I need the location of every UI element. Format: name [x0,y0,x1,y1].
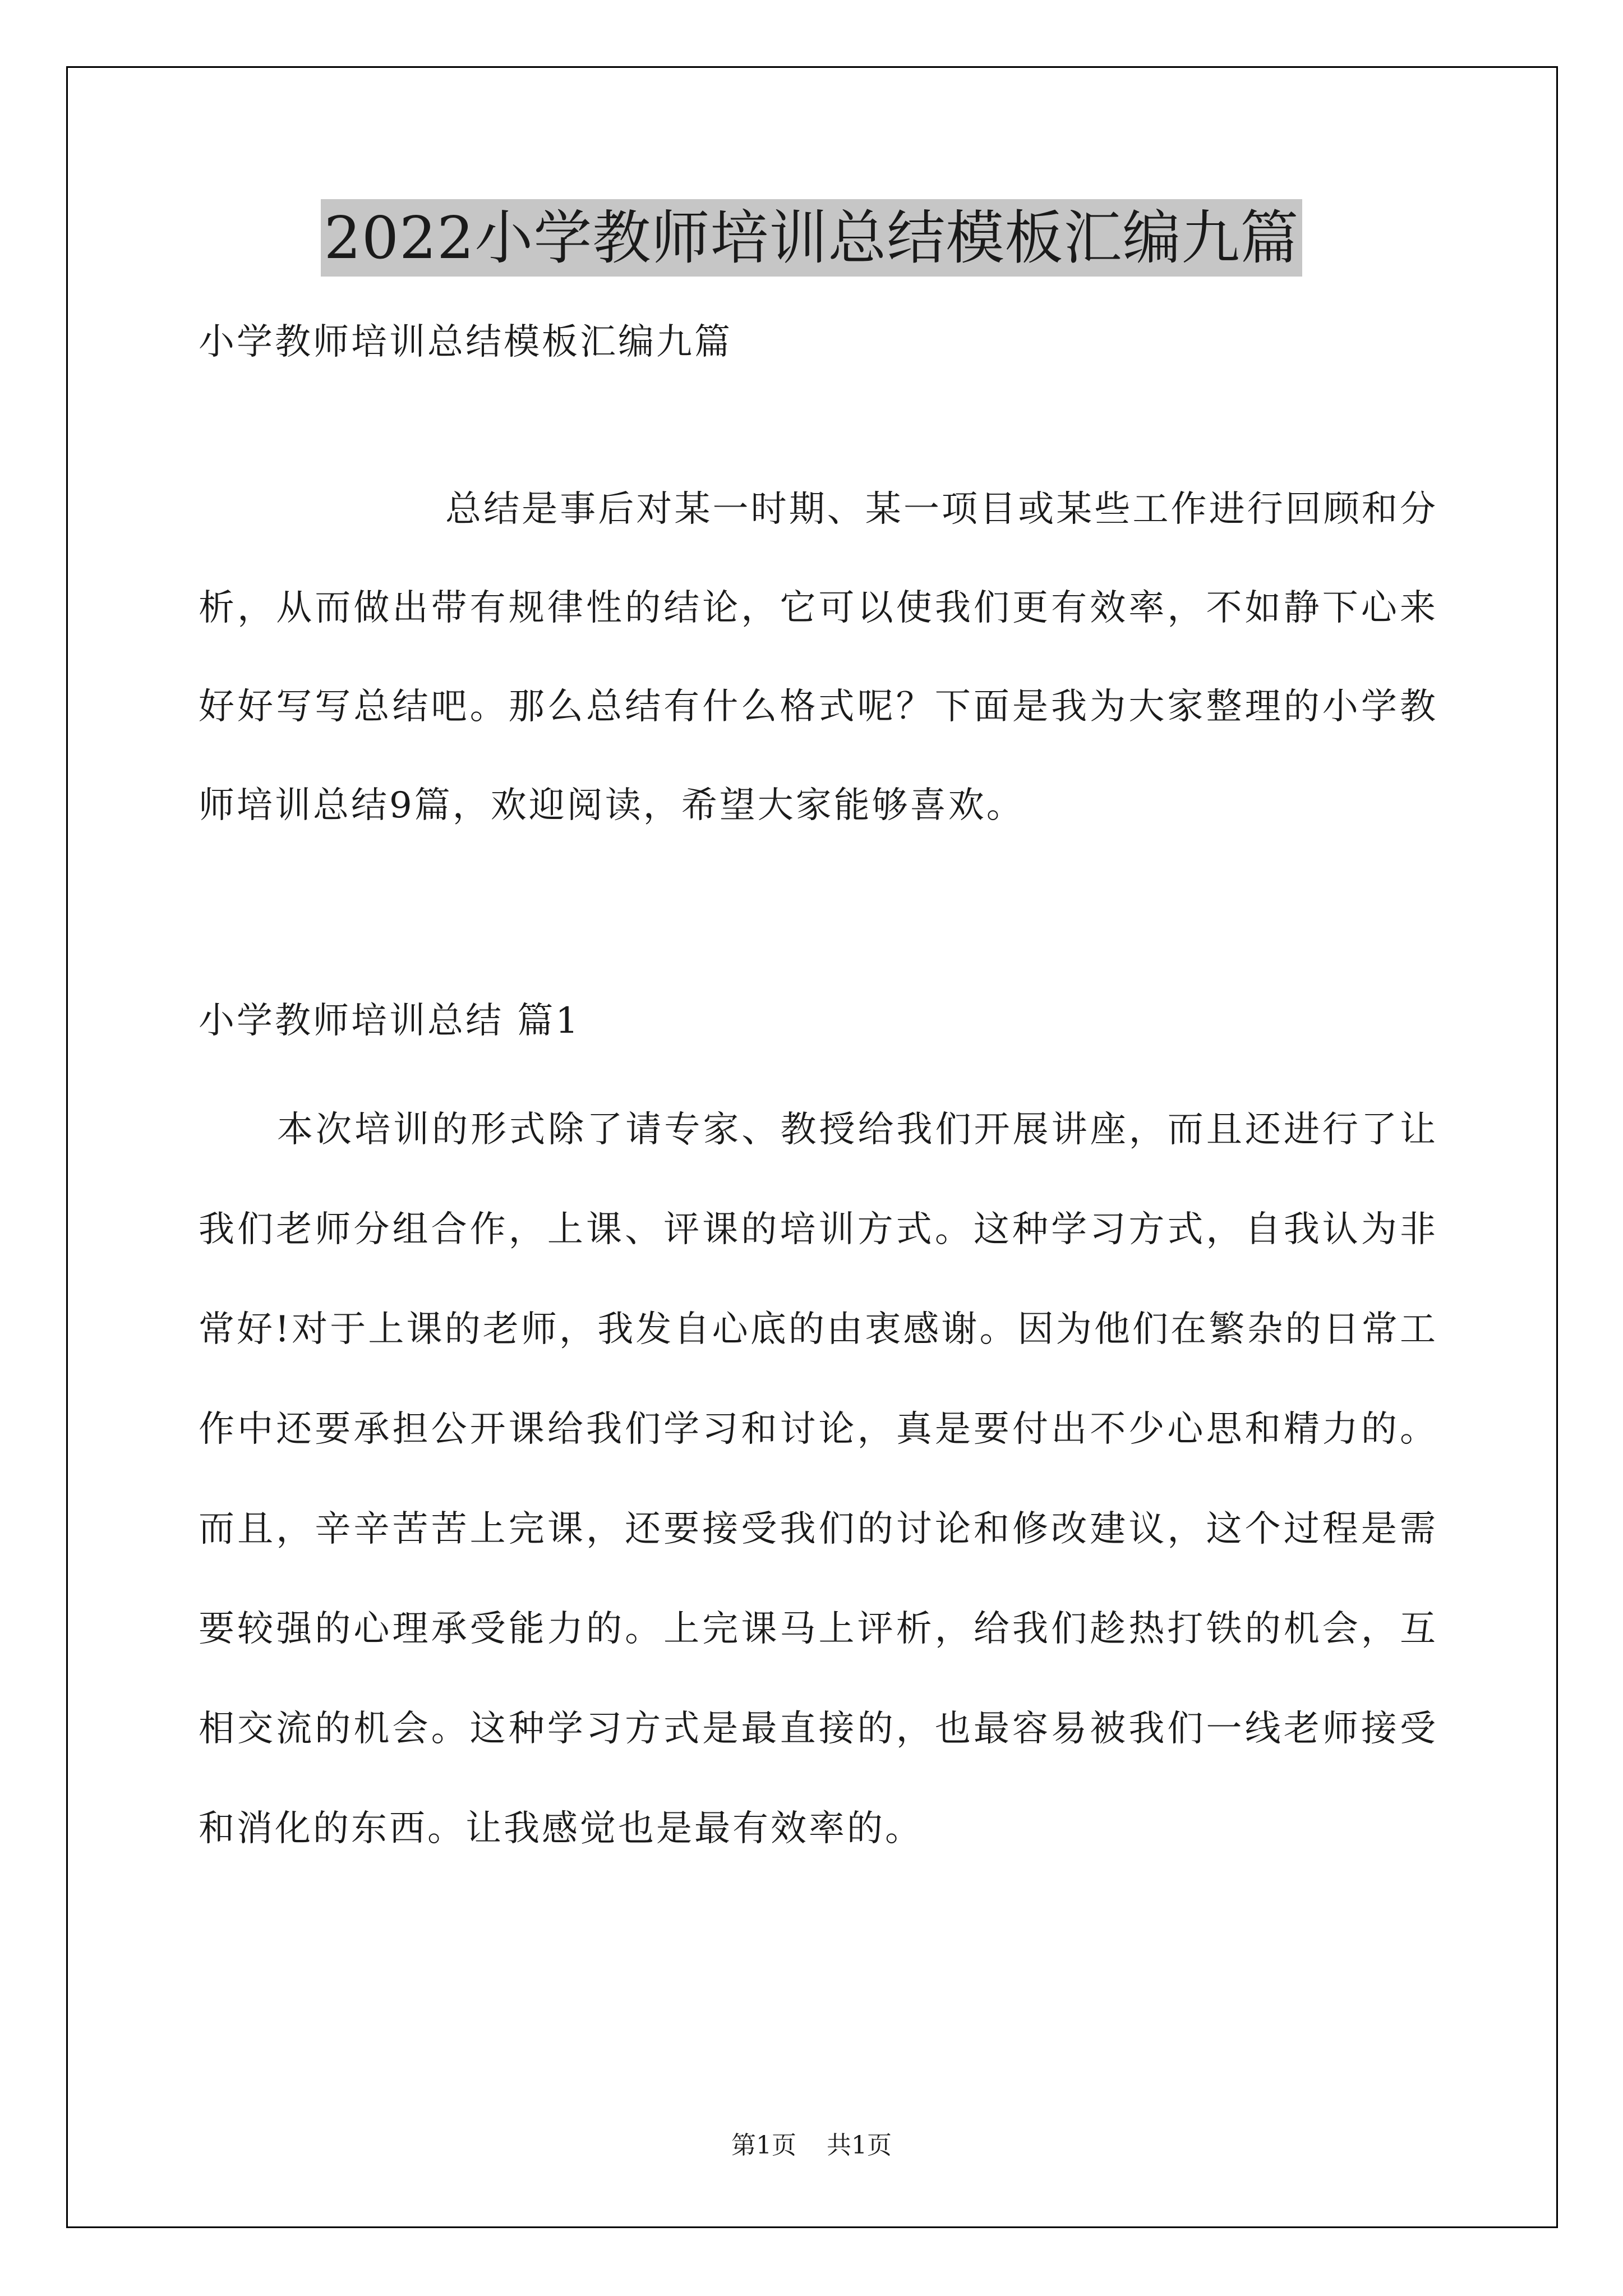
intro-paragraph: 总结是事后对某一时期、某一项目或某些工作进行回顾和分析，从而做出带有规律性的结论，它可以使我们更有效率，不如静下心来好好写写总结吧。那么总结有什么格式呢？下面是我为大家整理的小学教师培训总结9篇，欢迎阅读，希望大家能够喜欢。 [199,489,1438,826]
page-number-current: 第1页 [731,2131,796,2160]
page-footer [0,2129,1623,2162]
document-title: 2022小学教师培训总结模板汇编九篇 [321,199,1303,277]
page-number-total: 共1页 [827,2131,892,2160]
section-heading: 小学教师培训总结 篇1 [199,1000,581,1042]
document-subtitle: 小学教师培训总结模板汇编九篇 [199,321,732,363]
section-body-paragraph: 本次培训的形式除了请专家、教授给我们开展讲座，而且还进行了让我们老师分组合作，上课、评课的培训方式。这种学习方式，自我认为非常好!对于上课的老师，我发自心底的由衷感谢。因为他们在繁杂的日常工作中还要承担公开课给我们学习和讨论，真是要付出不少心思和精力的。而且，辛辛苦苦上完课，还要接受我们的讨论和修改建议，这个过程是需要较强的心理承受能力的。上完课马上评析，给我们趁热打铁的机会，互相交流的机会。这种学习方式是最直接的，也最容易被我们一线老师接受和消化的东西。让我感觉也是最有效率的。 [199,1109,1438,1849]
title-container [0,199,1623,277]
